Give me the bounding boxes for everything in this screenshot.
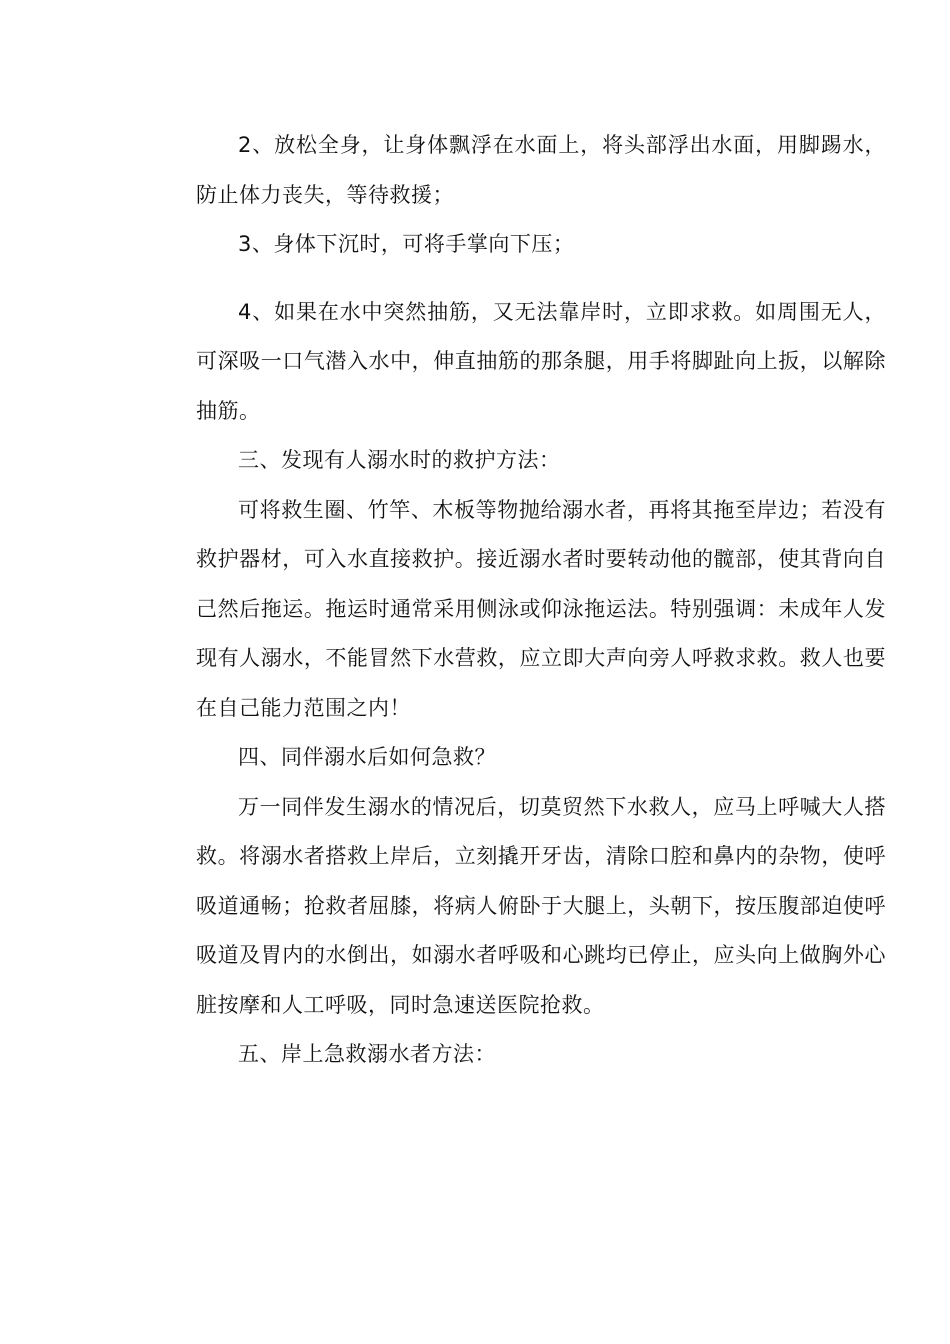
paragraph-press-palms: 3、身体下沉时，可将手掌向下压； bbox=[238, 232, 575, 256]
document-body bbox=[196, 121, 886, 1080]
section-heading-rescue-methods: 三、发现有人溺水时的救护方法： bbox=[238, 448, 561, 472]
paragraph-rescue-methods: 可将救生圈、竹竿、木板等物抛给溺水者，再将其拖至岸边；若没有救护器材，可入水直接救护。接近溺水者时要转动他的髋部，使其背向自己然后拖运。拖运时通常采用侧泳或仰泳拖运法。特别强调：未成年人发现有人溺水，不能冒然下水营救，应立即大声向旁人呼救求救。救人也要在自己能力范围之内！ bbox=[196, 497, 886, 720]
paragraph-cramp: 4、如果在水中突然抽筋，又无法靠岸时，立即求救。如周围无人，可深吸一口气潜入水中，伸直抽筋的那条腿，用手将脚趾向上扳，以解除抽筋。 bbox=[196, 299, 886, 423]
paragraph-tread-water: 2、放松全身，让身体飘浮在水面上，将头部浮出水面，用脚踢水，防止体力丧失，等待救援； bbox=[196, 133, 886, 207]
section-heading-companion-first-aid: 四、同伴溺水后如何急救？ bbox=[238, 745, 496, 769]
paragraph-companion-first-aid: 万一同伴发生溺水的情况后，切莫贸然下水救人，应马上呼喊大人搭救。将溺水者搭救上岸后，立刻撬开牙齿，清除口腔和鼻内的杂物，使呼吸道通畅；抢救者屈膝，将病人俯卧于大腿上，头朝下，按压腹部迫使呼吸道及胃内的水倒出，如溺水者呼吸和心跳均已停止，应头向上做胸外心脏按摩和人工呼吸，同时急速送医院抢救。 bbox=[196, 794, 886, 1017]
section-heading-shore-first-aid: 五、岸上急救溺水者方法： bbox=[238, 1042, 496, 1066]
